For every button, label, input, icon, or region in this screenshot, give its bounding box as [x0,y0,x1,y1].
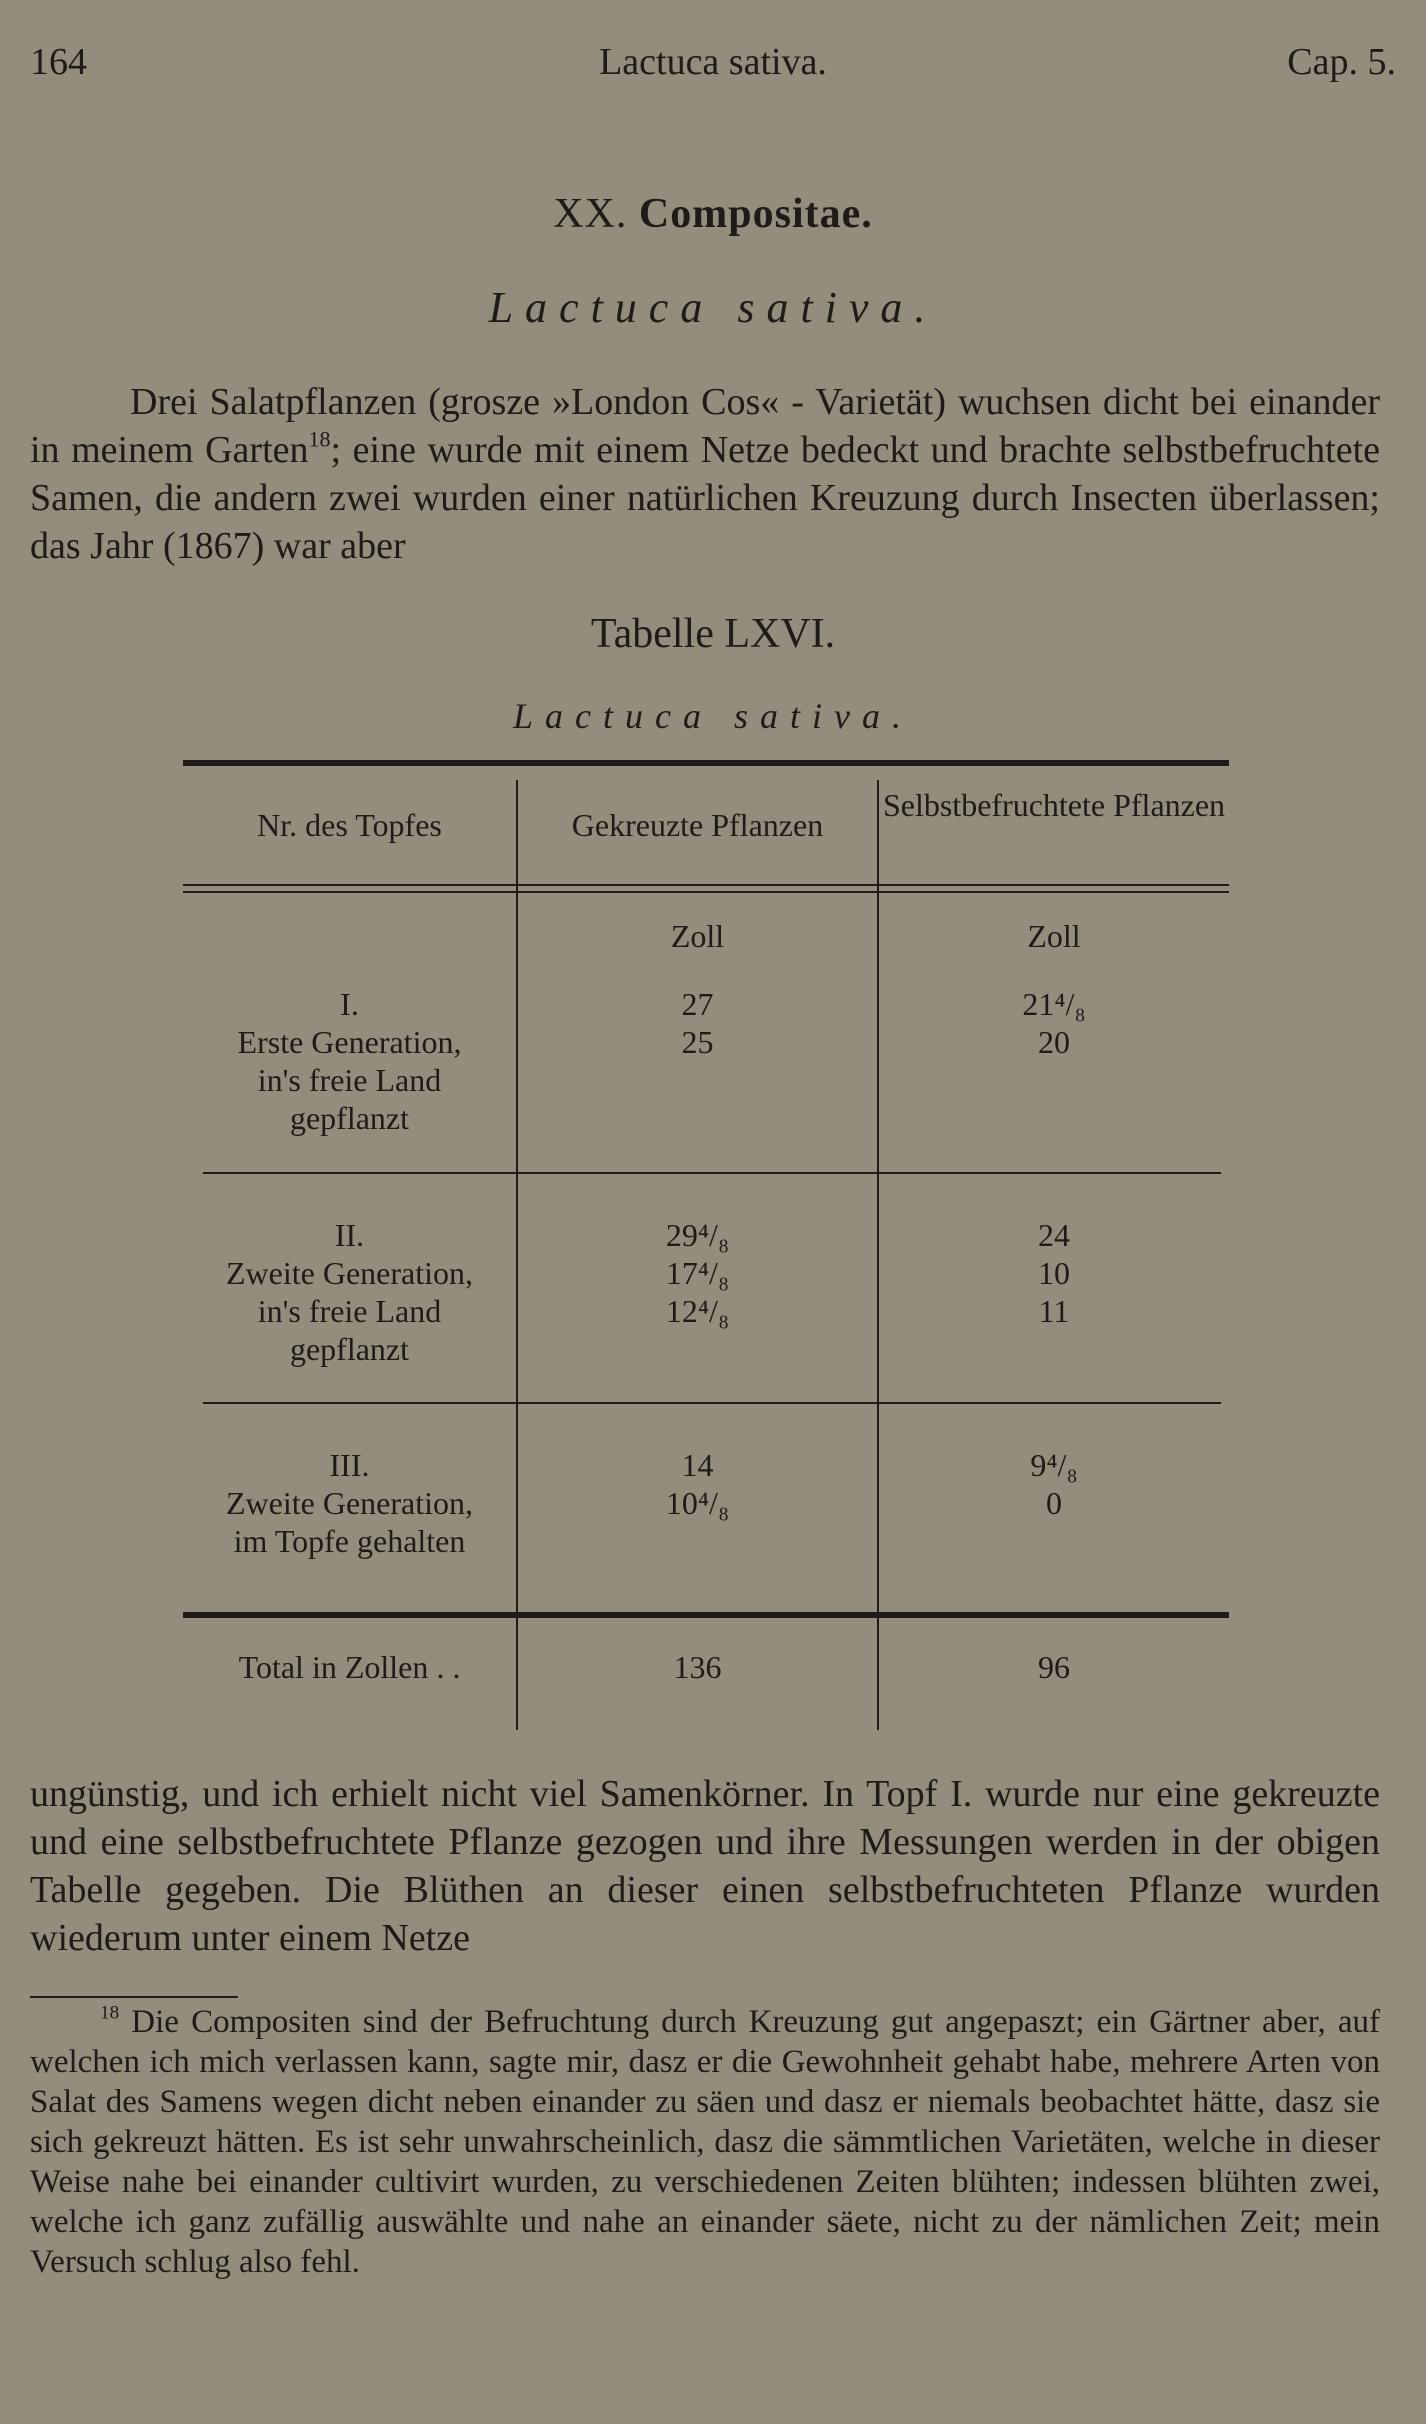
crossed-value: 12⁴/₈ [665,1293,730,1329]
row-divider-1 [203,1172,1221,1174]
table-caption: Tabelle LXVI. [590,611,836,657]
crossed-values [518,1446,877,1522]
pot-desc: in's freie Land [257,1293,442,1329]
section-numeral: XX. [553,191,628,237]
pot-label [183,985,516,1137]
pot-desc: Erste Generation, [237,1024,462,1060]
self-value: 24 [1038,1217,1070,1253]
footnote [30,2002,1380,2282]
running-title: Lactuca sativa. [599,41,827,83]
pot-number: II. [334,1217,365,1253]
running-head [30,40,1396,100]
self-values [879,985,1229,1061]
header-crossed: Gekreuzte Pflanzen [571,807,824,843]
paragraph-intro-text-b: ; eine wurde mit einem Netze bedeckt und brachte selbstbefruchtete Samen, die andern zwei wurden einer natürlichen Kreuzung durch Insecten überlassen; das Jahr (1867) war aber [30,429,1381,567]
pot-desc: gepflanzt [289,1100,410,1136]
total-label: Total in Zollen . . [238,1649,461,1685]
header-rule-2 [183,891,1229,893]
paragraph-continued [30,1770,1380,1962]
chapter-label: Cap. 5. [1287,41,1396,83]
pot-desc: in's freie Land [257,1062,442,1098]
self-value: 0 [1046,1485,1062,1521]
pot-desc: Zweite Generation, [226,1255,473,1291]
table-top-rule [183,760,1229,766]
self-values [879,1216,1229,1330]
pot-desc: Zweite Generation, [226,1485,473,1521]
paragraph-intro-text-a: Drei Salatpflanzen (grosze »London Cos« - Varietät) wuchsen dicht bei einander in meinem Garten [30,381,1380,471]
crossed-values [518,1216,877,1330]
crossed-value: 25 [681,1024,714,1060]
pot-label [183,1446,516,1560]
species-heading: Lactuca sativa. [488,283,938,332]
pot-desc: im Topfe gehalten [233,1523,466,1559]
pot-label [183,1216,516,1368]
footnote-text: Die Compositen sind der Befruchtung durch Kreuzung gut angepaszt; ein Gärtner aber, auf welchen ich mich verlassen kann, sagte mir, dasz er die Gewohnheit gehabt habe, mehrere Arten von Salat des Samens wegen dicht neben einander zu säen und dasz er niemals beobachtet hätte, dasz sie sich gekreuzt hätten. Es ist sehr unwahrscheinlich, dasz die sämmtlichen Varietäten, welche in dieser Weise nahe bei einander cultivirt wurden, zu verschiedenen Zeiten blühten; indessen blühten zwei, welche ich ganz zufällig auswählte und nahe an einander säete, nicht zu der nämlichen Zeit; mein Versuch schlug also fehl. [30,2004,1381,2280]
unit-crossed: Zoll [670,918,725,954]
paragraph-continued-text: ungünstig, und ich erhielt nicht viel Samenkörner. In Topf I. wurde nur eine gekreuzte und eine selbstbefruchtete Pflanze gezogen und ihre Messungen werden in der obigen Tabelle gegeben. Die Blüthen an dieser einen selbstbefruchteten Pflanze wurden wiederum unter einem Netze [30,1773,1380,1959]
crossed-value: 27 [681,986,714,1022]
self-value: 21⁴/₈ [1022,986,1086,1022]
total-rule [183,1612,1229,1618]
section-name: Compositae. [638,191,873,237]
paragraph-intro [30,378,1380,570]
pot-number: III. [329,1447,370,1483]
page-number: 164 [30,41,87,83]
crossed-value: 10⁴/₈ [665,1485,730,1521]
header-pot: Nr. des Topfes [257,807,442,843]
header-self: Selbstbefruchtete Pflanzen [882,787,1226,823]
crossed-value: 17⁴/₈ [665,1255,730,1291]
pot-number: I. [340,986,359,1022]
footnote-number: 18 [100,2002,120,2024]
row-divider-2 [203,1402,1221,1404]
crossed-value: 14 [681,1447,714,1483]
measurement-table [183,760,1229,1730]
self-values [879,1446,1229,1522]
self-value: 20 [1038,1024,1070,1060]
pot-desc: gepflanzt [289,1331,410,1367]
self-value: 10 [1038,1255,1070,1291]
crossed-values [518,985,877,1061]
section-heading [0,190,1426,238]
table-species: Lactuca sativa. [513,696,913,736]
footnote-divider [30,1996,238,1998]
total-crossed: 136 [673,1649,722,1685]
total-self: 96 [1038,1649,1070,1685]
self-value: 11 [1038,1293,1070,1329]
crossed-value: 29⁴/₈ [665,1217,730,1253]
header-rule-1 [183,884,1229,886]
self-value: 9⁴/₈ [1030,1447,1078,1483]
footnote-ref: 18 [308,426,331,452]
unit-self: Zoll [1027,918,1081,954]
